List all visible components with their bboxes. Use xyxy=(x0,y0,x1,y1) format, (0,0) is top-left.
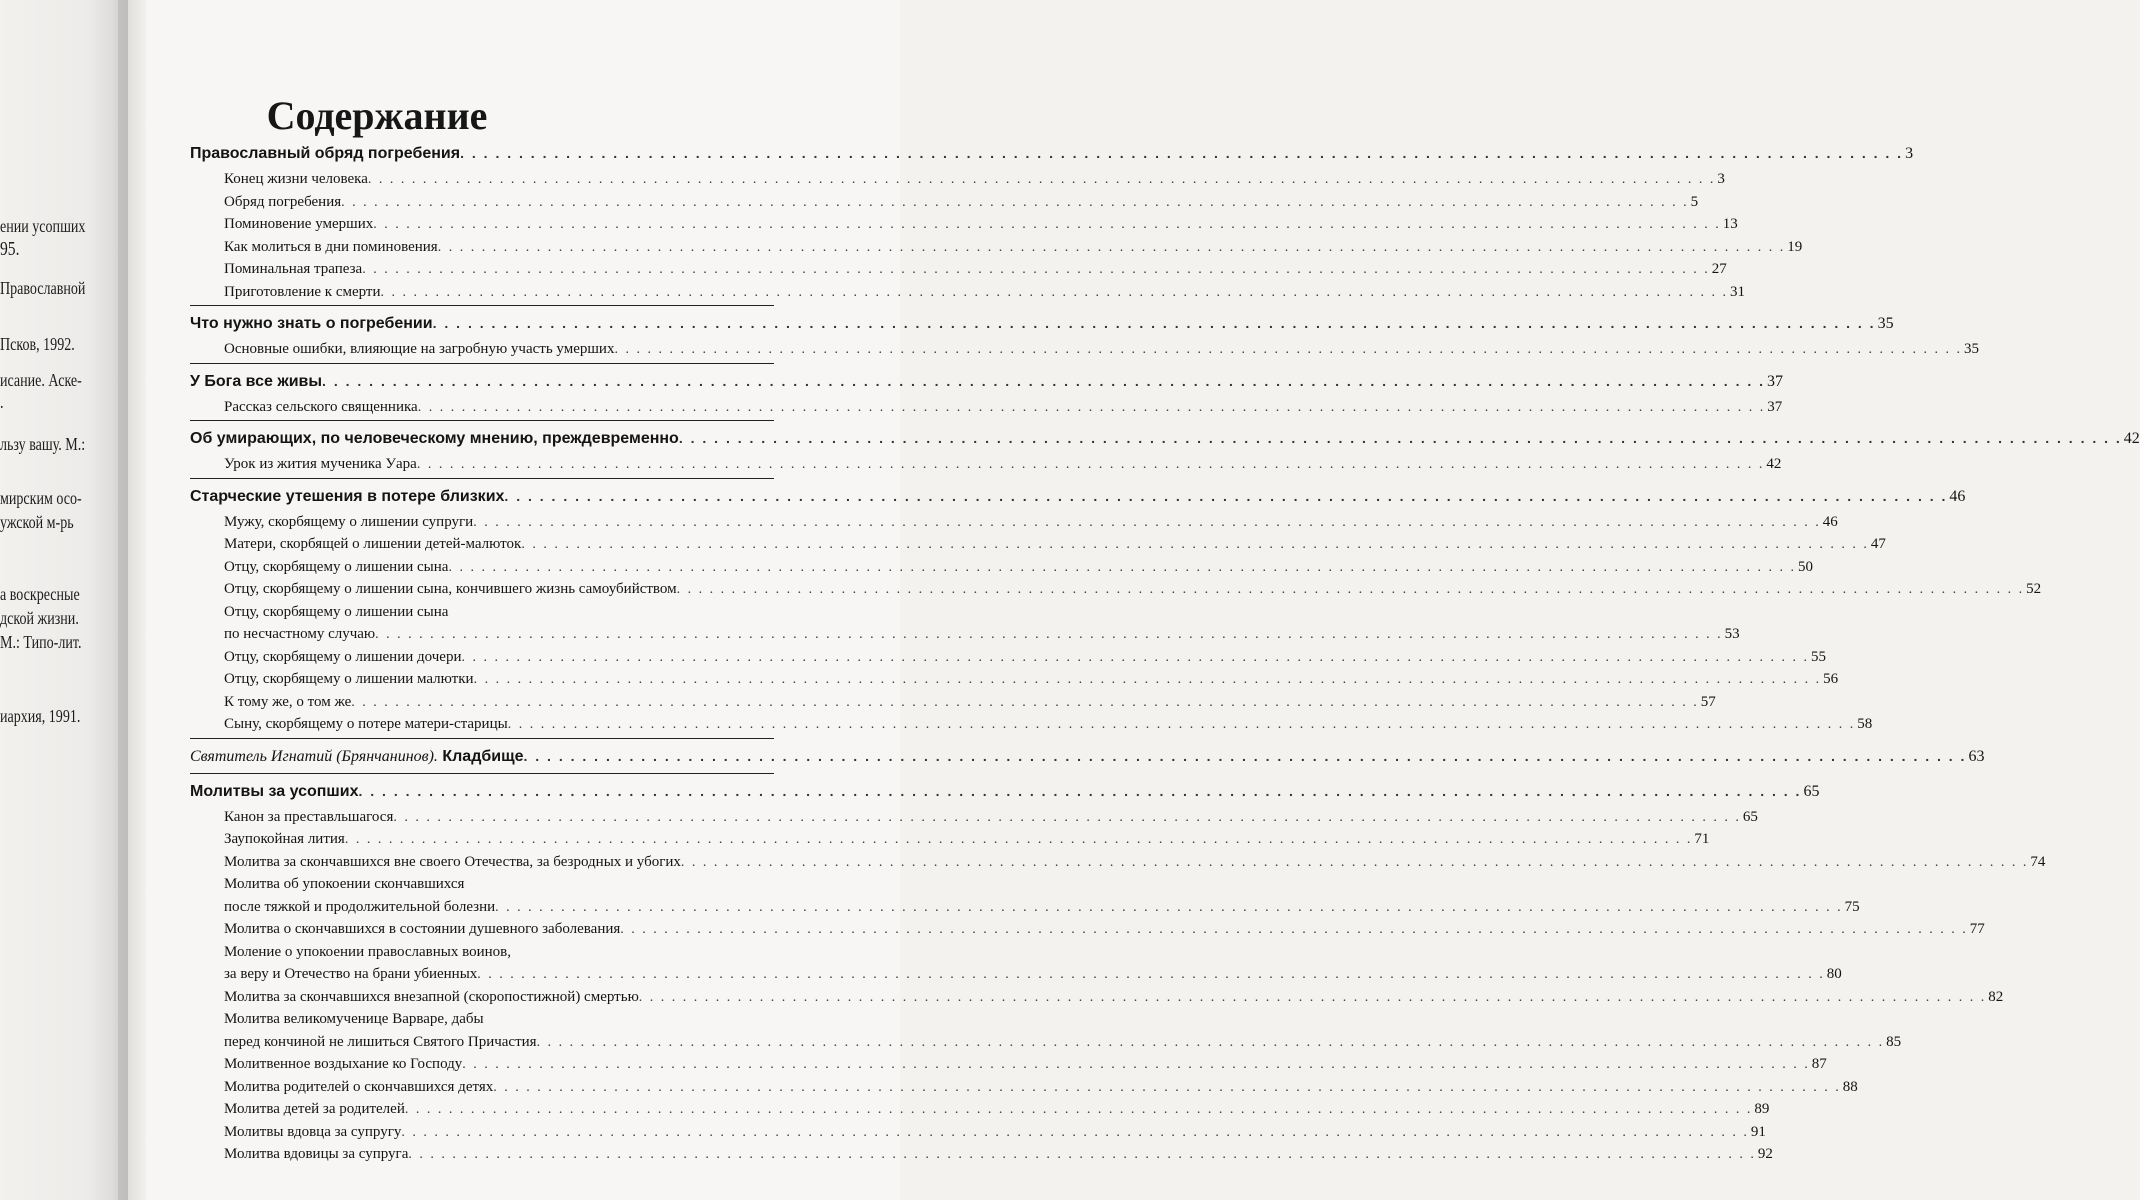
spine-text: 95. xyxy=(0,238,20,260)
toc-section-title: Что нужно знать о погребении xyxy=(190,315,433,332)
toc-item-title: Сыну, скорбящему о потере матери-старицы xyxy=(224,716,508,732)
toc-page-number: 71 xyxy=(1694,831,1710,847)
section-divider xyxy=(190,478,774,479)
toc-item-title: Обряд погребения xyxy=(224,193,342,210)
toc-page-number: 53 xyxy=(1724,626,1740,642)
toc-page-number: 19 xyxy=(1787,238,1803,255)
toc-page-number: 47 xyxy=(1870,536,1886,552)
toc-item xyxy=(190,668,1839,691)
toc-item xyxy=(190,873,774,896)
toc-page-number: 75 xyxy=(1844,898,1860,915)
toc-item xyxy=(190,236,1803,259)
dot-leader xyxy=(418,397,1766,420)
toc-item-title: Молитвенное воздыхание ко Господу xyxy=(224,1056,463,1072)
toc-item-title: Заупокойная лития xyxy=(224,831,345,847)
dot-leader xyxy=(477,964,1825,987)
toc-item xyxy=(190,258,1727,281)
toc-section-title: У Бога все живы xyxy=(190,372,323,390)
toc-section-title: Православный обряд погребения xyxy=(190,145,461,162)
dot-leader xyxy=(375,624,1723,647)
toc-page-number: 55 xyxy=(1810,648,1826,665)
spine-text: ении усопших xyxy=(0,216,86,236)
toc-item-title: Молитва об упокоении скончавшихся xyxy=(224,876,465,892)
toc-item-title: за веру и Отечество на брани убиенных xyxy=(224,966,478,982)
dot-leader xyxy=(521,534,1869,557)
left-page-edge xyxy=(0,0,128,1200)
toc-item-title: К тому же, о том же xyxy=(224,693,352,710)
toc-item-continuation xyxy=(190,896,1860,919)
toc-page-number: 92 xyxy=(1757,1146,1773,1162)
toc-page-number: 46 xyxy=(1949,487,1966,505)
toc-page-number: 65 xyxy=(1803,782,1820,800)
toc-page-number: 27 xyxy=(1711,261,1727,277)
toc-item xyxy=(190,533,1886,556)
toc-page-number: 3 xyxy=(1717,171,1725,187)
toc-page-number: 31 xyxy=(1730,283,1746,300)
page-title: Содержание xyxy=(266,93,488,138)
table-of-contents xyxy=(190,138,2140,1166)
toc-item-title: Основные ошибки, влияющие на загробную участь умерших xyxy=(224,341,615,357)
dot-leader xyxy=(462,1054,1810,1077)
toc-section xyxy=(190,423,2140,453)
dot-leader xyxy=(495,897,1843,920)
dot-leader xyxy=(381,282,1729,305)
toc-item xyxy=(190,1076,1858,1099)
toc-item-title: Отцу, скорбящему о лишении малютки xyxy=(224,671,474,687)
toc-item-title: Урок из жития мученика Уара xyxy=(224,456,417,472)
toc-section xyxy=(190,741,1985,771)
toc-page-number: 85 xyxy=(1886,1033,1902,1050)
spine-text: дской жизни. xyxy=(0,608,79,628)
dot-leader xyxy=(493,1077,1841,1100)
toc-item-title: Отцу, скорбящему о лишении сына xyxy=(224,558,449,575)
toc-item-title: Молитвы вдовца за супругу xyxy=(224,1123,402,1140)
toc-item-title: Молитва великомученице Варваре, дабы xyxy=(224,1011,484,1027)
toc-item xyxy=(190,556,1813,579)
toc-item xyxy=(190,713,1873,736)
dot-leader xyxy=(460,138,1903,168)
dot-leader xyxy=(473,512,1821,535)
dot-leader xyxy=(351,692,1699,715)
dot-leader xyxy=(362,259,1710,282)
toc-page-number: 77 xyxy=(1969,921,1985,937)
toc-item-continuation xyxy=(190,623,1740,646)
dot-leader xyxy=(620,919,1968,942)
toc-item xyxy=(190,578,2042,601)
dot-leader xyxy=(393,807,1741,830)
dot-leader xyxy=(461,647,1809,670)
toc-item xyxy=(190,281,1746,304)
spine-text: . xyxy=(0,392,4,412)
spine-text: М.: Типо-лит. xyxy=(0,632,82,652)
dot-leader xyxy=(677,579,2025,602)
toc-section-name: Кладбище xyxy=(442,747,524,765)
dot-leader xyxy=(508,714,1856,737)
toc-author: Святитель Игнатий (Брянчанинов). xyxy=(190,747,438,765)
dot-leader xyxy=(417,454,1765,477)
toc-item xyxy=(190,511,1838,534)
toc-item xyxy=(190,851,2046,874)
toc-item-title: Молитва о скончавшихся в состоянии душевного заболевания xyxy=(224,921,621,937)
toc-item-title: Матери, скорбящей о лишении детей-малюток xyxy=(224,536,522,552)
toc-item xyxy=(190,601,774,624)
book-gutter xyxy=(118,0,148,1200)
toc-item xyxy=(190,646,1826,669)
toc-item xyxy=(190,191,1699,214)
toc-page-number: 5 xyxy=(1690,193,1699,210)
toc-item-title: Рассказ сельского священника xyxy=(224,398,418,415)
toc-section-title xyxy=(190,742,523,772)
toc-page-number: 37 xyxy=(1767,398,1783,415)
toc-item-title: Молитва вдовицы за супруга xyxy=(224,1146,409,1162)
toc-item xyxy=(190,986,2004,1009)
dot-leader xyxy=(368,169,1716,192)
dot-leader xyxy=(504,481,1947,511)
toc-page-number: 82 xyxy=(1988,988,2004,1005)
toc-item-title: Конец жизни человека xyxy=(224,171,368,187)
toc-item xyxy=(190,1143,1773,1166)
toc-item-title: по несчастному случаю xyxy=(224,626,376,642)
spine-text: Православной xyxy=(0,278,86,298)
toc-item xyxy=(190,1098,1770,1121)
spine-text: ужской м-рь xyxy=(0,512,74,532)
toc-section xyxy=(190,776,1820,806)
toc-page-number: 74 xyxy=(2030,853,2046,870)
toc-item-title: после тяжкой и продолжительной болезни xyxy=(224,898,496,915)
toc-item-title: Молитва за скончавшихся внезапной (скоропостижной) смертью xyxy=(224,988,639,1005)
dot-leader xyxy=(322,366,1765,396)
toc-item-title: Молитва родителей о скончавшихся детях xyxy=(224,1078,494,1095)
dot-leader xyxy=(639,987,1987,1010)
toc-item-title: Поминальная трапеза xyxy=(224,261,363,277)
toc-page-number: 63 xyxy=(1968,747,1985,765)
toc-section xyxy=(190,138,1914,168)
toc-page-number: 87 xyxy=(1811,1056,1827,1072)
dot-leader xyxy=(614,339,1962,362)
toc-item-continuation xyxy=(190,1031,1902,1054)
toc-page-number: 52 xyxy=(2026,581,2042,597)
section-divider xyxy=(190,773,774,774)
toc-section xyxy=(190,366,1784,396)
toc-item xyxy=(190,338,1979,361)
toc-item xyxy=(190,941,774,964)
spine-text: иархия, 1991. xyxy=(0,706,81,726)
toc-item xyxy=(190,1121,1766,1144)
toc-page-number: 13 xyxy=(1722,216,1738,232)
toc-page-number: 56 xyxy=(1823,671,1839,687)
section-divider xyxy=(190,305,774,306)
toc-page-number: 65 xyxy=(1742,808,1758,825)
dot-leader xyxy=(681,852,2029,875)
toc-item-title: Мужу, скорбящему о лишении супруги xyxy=(224,513,474,530)
toc-page-number: 35 xyxy=(1963,341,1979,357)
section-divider xyxy=(190,420,774,421)
toc-page-number: 35 xyxy=(1877,315,1894,332)
toc-page-number: 50 xyxy=(1797,558,1813,575)
toc-item-title: Канон за преставльшагося xyxy=(224,808,394,825)
toc-item-title: Моление о упокоении православных воинов, xyxy=(224,943,511,960)
toc-item xyxy=(190,213,1738,236)
dot-leader xyxy=(679,423,2122,453)
spine-text: а воскресные xyxy=(0,584,80,604)
dot-leader xyxy=(345,829,1693,852)
toc-section xyxy=(190,308,1894,338)
dot-leader xyxy=(341,192,1689,215)
toc-item xyxy=(190,828,1710,851)
spine-text: льзу вашу. М.: xyxy=(0,434,86,454)
section-divider xyxy=(190,363,774,364)
toc-item-title: Отцу, скорбящему о лишении дочери xyxy=(224,648,462,665)
dot-leader xyxy=(358,776,1801,806)
toc-page-number: 37 xyxy=(1767,372,1784,390)
toc-section-title: Молитвы за усопших xyxy=(190,782,359,800)
toc-page-number: 91 xyxy=(1750,1123,1766,1140)
toc-page-number: 88 xyxy=(1842,1078,1858,1095)
toc-item xyxy=(190,168,1725,191)
toc-item-title: Как молиться в дни поминовения xyxy=(224,238,438,255)
toc-section-title: Старческие утешения в потере близких xyxy=(190,487,505,505)
toc-item-title: Молитва за скончавшихся вне своего Отечества, за безродных и убогих xyxy=(224,853,681,870)
section-divider xyxy=(190,738,774,739)
dot-leader xyxy=(405,1099,1753,1122)
toc-page-number: 80 xyxy=(1826,966,1842,982)
toc-item-title: Приготовление к смерти xyxy=(224,283,381,300)
toc-section-title: Об умирающих, по человеческому мнению, преждевременно xyxy=(190,430,679,447)
toc-page-number: 3 xyxy=(1905,145,1914,162)
dot-leader xyxy=(523,741,1966,771)
toc-page-number: 42 xyxy=(2123,430,2140,447)
toc-page-number: 42 xyxy=(1766,456,1782,472)
toc-section xyxy=(190,481,1966,511)
dot-leader xyxy=(438,237,1786,260)
toc-page-number: 58 xyxy=(1857,716,1873,732)
toc-item xyxy=(190,1008,774,1031)
toc-item xyxy=(190,691,1716,714)
dot-leader xyxy=(448,557,1796,580)
spine-text: Псков, 1992. xyxy=(0,334,75,354)
toc-item-continuation xyxy=(190,963,1842,986)
toc-item-title: Отцу, скорбящему о лишении сына xyxy=(224,603,449,620)
toc-item xyxy=(190,453,1782,476)
dot-leader xyxy=(433,308,1876,338)
toc-page-number: 46 xyxy=(1822,513,1838,530)
toc-item-title: Молитва детей за родителей xyxy=(224,1101,405,1117)
dot-leader xyxy=(537,1032,1885,1055)
dot-leader xyxy=(373,214,1721,237)
dot-leader xyxy=(474,669,1822,692)
dot-leader xyxy=(408,1144,1756,1167)
toc-item xyxy=(190,396,1783,419)
toc-page-number: 89 xyxy=(1754,1101,1770,1117)
toc-item xyxy=(190,918,1985,941)
spine-text: исание. Аске- xyxy=(0,370,82,390)
toc-page-number: 57 xyxy=(1700,693,1716,710)
toc-item xyxy=(190,1053,1827,1076)
spine-text: мирским осо- xyxy=(0,488,82,508)
toc-item-title: Поминовение умерших xyxy=(224,216,374,232)
toc-item-title: Отцу, скорбящему о лишении сына, кончившего жизнь самоубийством xyxy=(224,581,677,597)
dot-leader xyxy=(401,1122,1749,1145)
toc-item xyxy=(190,806,1758,829)
toc-item-title: перед кончиной не лишиться Святого Причастия xyxy=(224,1033,537,1050)
